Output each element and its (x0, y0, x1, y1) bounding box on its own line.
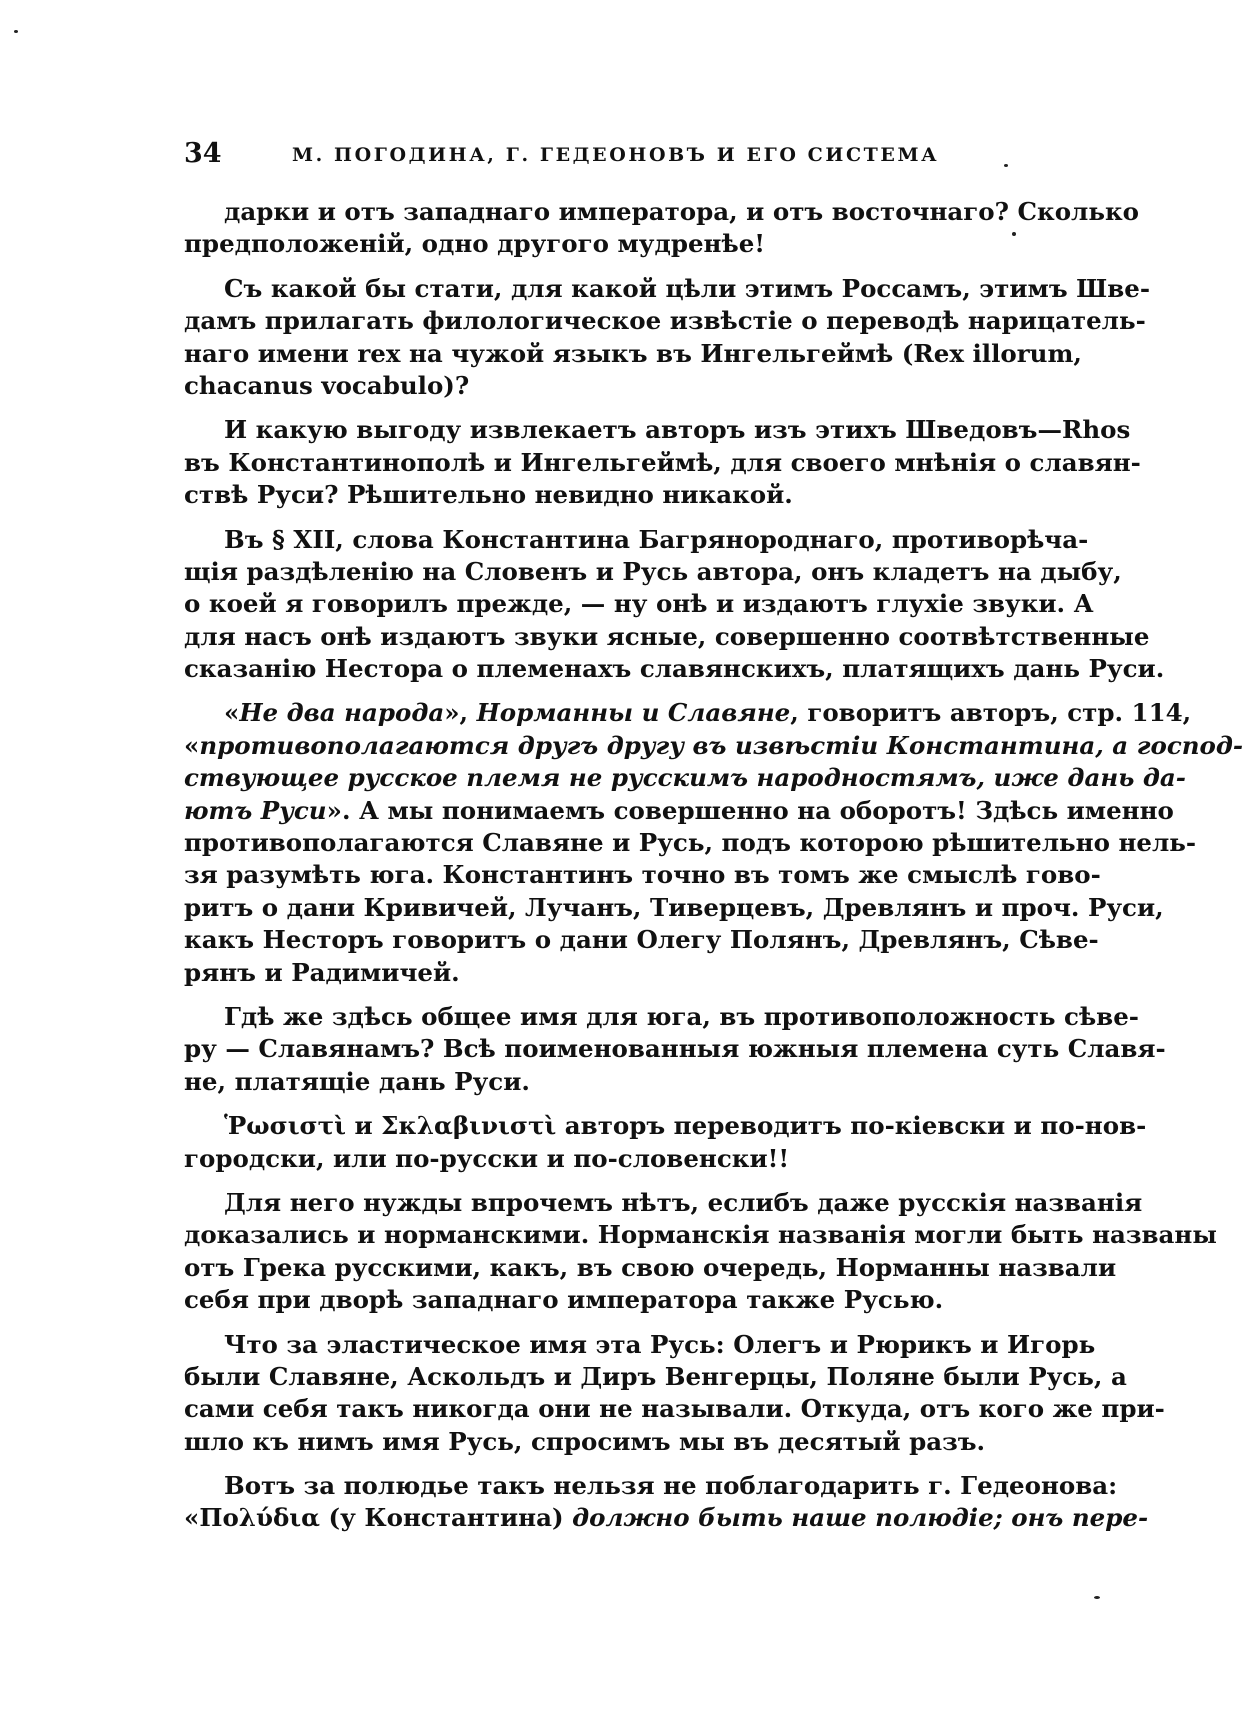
text-line (184, 697, 1192, 729)
text-line (184, 588, 1094, 620)
text-run: ру — Славянамъ? Всѣ поименованныя южныя племена суть Славя- (184, 1034, 1166, 1064)
text-run: ритъ о дани Кривичей, Лучанъ, Тиверцевъ, Древлянъ и проч. Руси, (184, 892, 1164, 922)
paragraph (184, 1187, 1217, 1317)
paragraph (184, 196, 1139, 261)
text-run: «Πολύδια (у Константина) (184, 1503, 573, 1533)
text-line (184, 414, 1131, 446)
text-line (184, 1001, 1139, 1033)
text-line (184, 479, 984, 511)
text-line (184, 1393, 1165, 1425)
text-run: въ Константинополѣ и Ингельгеймѣ, для своего мнѣнія о славян- (184, 447, 1141, 477)
paragraph (184, 414, 1141, 511)
text-run: дарки и отъ западнаго императора, и отъ восточнаго? Сколько (224, 197, 1139, 226)
text-run: не, платящіе дань Руси. (184, 1066, 530, 1096)
italic-text: Не два народа (239, 698, 445, 728)
scan-speck (1094, 1596, 1100, 1599)
scan-speck (14, 30, 18, 33)
text-run: какъ Несторъ говоритъ о дани Олегу Полянъ, Древлянъ, Сѣве- (184, 925, 1099, 955)
text-line (184, 621, 1150, 653)
running-title: М. ПОГОДИНА, Г. ГЕДЕОНОВЪ И ЕГО СИСТЕМА (292, 144, 940, 166)
text-run: наго имени rex на чужой языкъ въ Ингельгеймѣ (Rex illorum, (184, 338, 1082, 368)
text-run: о коей я говорилъ прежде, — ну онѣ и издаютъ глухіе звуки. А (184, 589, 1094, 619)
text-run: Ῥωσιστὶ и Σκλαβινιστὶ авторъ переводитъ по-кіевски и по-нов- (224, 1111, 1147, 1141)
page-content (184, 138, 1243, 1547)
italic-text: противополагаются другъ другу въ извѣстіи Константина, а господ- (199, 730, 1243, 760)
text-line (184, 1143, 984, 1175)
paragraph (184, 524, 1165, 686)
text-line (184, 859, 1101, 891)
text-line (184, 556, 1122, 588)
scan-speck (1012, 232, 1016, 236)
text-run: предположеній, одно другого мудренѣе! (184, 229, 766, 259)
text-run: для насъ онѣ издаютъ звуки ясные, совершенно соотвѣтственные (184, 621, 1150, 651)
text-run: chacanus vocabulo)? (184, 370, 470, 400)
text-run: ствѣ Руси? Рѣшительно невидно никакой. (184, 480, 793, 510)
text-run: Для него нужды впрочемъ нѣтъ, еслибъ даже русскія названія (224, 1187, 1143, 1217)
italic-text: Норманны и Славяне (476, 698, 791, 728)
text-line (184, 1110, 1147, 1142)
text-run: сказанію Нестора о племенахъ славянскихъ, платящихъ дань Руси. (184, 654, 1165, 684)
text-line (184, 1284, 984, 1316)
text-line (184, 273, 1150, 305)
text-line (184, 1502, 1149, 1534)
paragraph (184, 1110, 1147, 1175)
page-number: 34 (184, 138, 222, 169)
text-line (184, 228, 984, 260)
text-line (184, 196, 1139, 228)
italic-text: ютъ Руси (184, 795, 327, 825)
italic-text: должно быть наше полюдіе; онъ пере- (572, 1503, 1149, 1533)
text-line (184, 924, 1099, 956)
paragraph (184, 273, 1150, 403)
text-run: « (184, 730, 200, 760)
text-run: ». А мы понимаемъ совершенно на оборотъ! Здѣсь именно (326, 795, 1174, 825)
page-header (184, 138, 984, 182)
text-run: Съ какой бы стати, для какой цѣли этимъ Россамъ, этимъ Шве- (224, 273, 1150, 303)
text-line (184, 1470, 1118, 1502)
text-line (184, 795, 1174, 827)
text-line (184, 1252, 1117, 1284)
scan-speck (1004, 164, 1008, 167)
text-run: городски, или по-русски и по-словенски!! (184, 1143, 790, 1173)
italic-text: ствующее русское племя не русскимъ народностямъ, иже дань да- (184, 763, 1186, 793)
text-run: И какую выгоду извлекаетъ авторъ изъ этихъ Шведовъ—Rhos (224, 415, 1131, 445)
text-line (184, 1066, 984, 1098)
text-line (184, 1329, 1096, 1361)
text-run: , говоритъ авторъ, стр. 114, (790, 698, 1192, 728)
text-run: сами себя такъ никогда они не называли. Откуда, отъ кого же при- (184, 1394, 1165, 1424)
text-line (184, 762, 1186, 794)
text-run: Въ § XII, слова Константина Багрянороднаго, противорѣча- (224, 524, 1089, 554)
text-line (184, 338, 1082, 370)
text-run: щія раздѣленію на Словенъ и Русь автора, онъ кладетъ на дыбу, (184, 556, 1122, 586)
text-line (184, 1426, 984, 1458)
text-line (184, 892, 1164, 924)
text-run: рянъ и Радимичей. (184, 957, 460, 987)
text-run: « (224, 698, 240, 728)
text-run: зя разумѣть юга. Константинъ точно въ томъ же смыслѣ гово- (184, 860, 1101, 890)
text-run: Что за эластическое имя эта Русь: Олегъ и Рюрикъ и Игорь (224, 1329, 1096, 1359)
text-line (184, 447, 1141, 479)
text-line (184, 1361, 1127, 1393)
text-run: были Славяне, Аскольдъ и Диръ Венгерцы, Поляне были Русь, а (184, 1361, 1127, 1391)
text-line (184, 653, 1165, 685)
text-line (184, 305, 1146, 337)
text-line (184, 1187, 1143, 1219)
text-run: себя при дворѣ западнаго императора также Русью. (184, 1285, 944, 1315)
body-text (184, 196, 1243, 1535)
paragraph (184, 1470, 1149, 1535)
text-line (184, 370, 984, 402)
paragraph (184, 1001, 1166, 1098)
text-run: противополагаются Славяне и Русь, подъ которою рѣшительно нель- (184, 828, 1197, 858)
paragraph (184, 697, 1243, 989)
text-run: отъ Грека русскими, какъ, въ свою очередь, Норманны назвали (184, 1252, 1117, 1282)
text-run: Вотъ за полюдье такъ нельзя не поблагодарить г. Гедеонова: (224, 1471, 1118, 1501)
paragraph (184, 1329, 1165, 1459)
text-run: дамъ прилагать филологическое извѣстіе о переводѣ нарицатель- (184, 306, 1146, 336)
text-run: шло къ нимъ имя Русь, спросимъ мы въ десятый разъ. (184, 1426, 986, 1456)
text-line (184, 957, 984, 989)
text-line (184, 730, 1243, 762)
text-run: », (444, 698, 477, 728)
text-line (184, 1219, 1217, 1251)
text-line (184, 827, 1197, 859)
text-line (184, 524, 1089, 556)
text-line (184, 1033, 1166, 1065)
text-run: Гдѣ же здѣсь общее имя для юга, въ противоположность сѣве- (224, 1001, 1139, 1031)
text-run: доказались и норманскими. Норманскія названія могли быть названы (184, 1220, 1217, 1250)
